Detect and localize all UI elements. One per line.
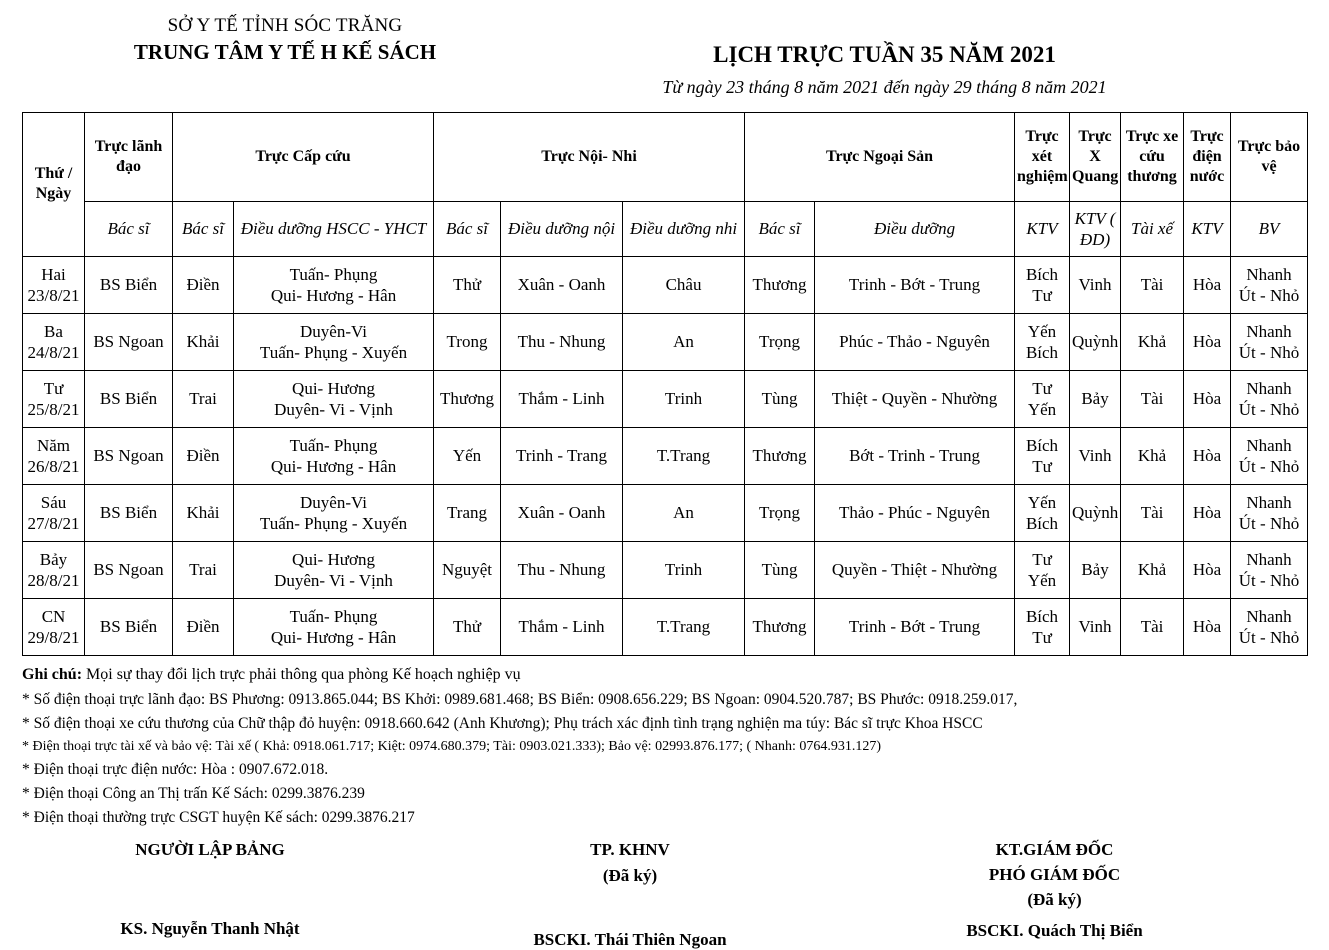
cell-surgery-nurse: Bớt - Trinh - Trung: [815, 427, 1015, 484]
schedule-table-wrapper: [0, 98, 1329, 656]
subheader-lab-tech: KTV: [1015, 201, 1070, 256]
cell-internal-nurse: Xuân - Oanh: [501, 484, 623, 541]
signature-director-role-2: PHÓ GIÁM ĐỐC: [988, 864, 1121, 884]
date-range-subtitle: Từ ngày 23 tháng 8 năm 2021 đến ngày 29 tháng 8 năm 2021: [662, 76, 1107, 97]
subheader-emergency-doctor: Bác sĩ: [173, 201, 234, 256]
cell-security-staff: Nhanh Út - Nhỏ: [1231, 541, 1308, 598]
notes-section: [0, 656, 1329, 830]
cell-utilities-tech: Hòa: [1184, 313, 1231, 370]
cell-driver: Tài: [1121, 256, 1184, 313]
subheader-surgery-nurse: Điều dưỡng: [815, 201, 1015, 256]
cell-security-staff: Nhanh Út - Nhỏ: [1231, 484, 1308, 541]
header-day: Thứ / Ngày: [23, 112, 85, 256]
table-header-row-main: [23, 112, 1308, 201]
title-block: [560, 14, 1329, 98]
signature-director-signed: (Đã ký): [1027, 890, 1082, 910]
cell-xray-tech: Vinh: [1070, 598, 1121, 655]
subheader-internal-nurse: Điều dưỡng nội: [501, 201, 623, 256]
header-security: Trực bảo vệ: [1231, 112, 1308, 201]
cell-utilities-tech: Hòa: [1184, 541, 1231, 598]
cell-emergency-nurse: Qui- Hương Duyên- Vi - Vịnh: [234, 541, 434, 598]
cell-utilities-tech: Hòa: [1184, 598, 1231, 655]
note-line: * Điện thoại Công an Thị trấn Kế Sách: 0299.3876.239: [22, 784, 365, 802]
note-line: * Số điện thoại trực lãnh đạo: BS Phương: 0913.865.044; BS Khởi: 0989.681.468; BS Biển: 0908.656.229; BS Ngoan: 0904.520.787; BS Phước: 0918.259.017,: [22, 690, 1018, 708]
cell-security-staff: Nhanh Út - Nhỏ: [1231, 598, 1308, 655]
cell-leadership-doctor: BS Biển: [85, 598, 173, 655]
cell-surgery-doctor: Tùng: [745, 370, 815, 427]
cell-security-staff: Nhanh Út - Nhỏ: [1231, 256, 1308, 313]
table-row: [23, 256, 1308, 313]
cell-internal-doctor: Thử: [434, 256, 501, 313]
cell-xray-tech: Vinh: [1070, 256, 1121, 313]
cell-internal-doctor: Nguyệt: [434, 541, 501, 598]
cell-emergency-nurse: Tuấn- Phụng Qui- Hương - Hân: [234, 427, 434, 484]
cell-day: Ba 24/8/21: [23, 313, 85, 370]
cell-emergency-nurse: Tuấn- Phụng Qui- Hương - Hân: [234, 256, 434, 313]
header-utilities: Trực điện nước: [1184, 112, 1231, 201]
signature-department-head-signed: (Đã ký): [602, 865, 658, 885]
signature-department-head-role: TP. KHNV: [590, 839, 670, 859]
cell-surgery-nurse: Trinh - Bớt - Trung: [815, 598, 1015, 655]
cell-emergency-doctor: Khải: [173, 313, 234, 370]
cell-driver: Tài: [1121, 370, 1184, 427]
cell-internal-nurse: Xuân - Oanh: [501, 256, 623, 313]
signature-preparer-name: KS. Nguyễn Thanh Nhật: [120, 918, 300, 938]
subheader-security-staff: BV: [1231, 201, 1308, 256]
page-title: LỊCH TRỰC TUẦN 35 NĂM 2021: [713, 42, 1056, 67]
cell-internal-doctor: Thương: [434, 370, 501, 427]
header-xray: Trực X Quang: [1070, 112, 1121, 201]
cell-day: Hai 23/8/21: [23, 256, 85, 313]
cell-surgery-nurse: Phúc - Thảo - Nguyên: [815, 313, 1015, 370]
cell-emergency-nurse: Tuấn- Phụng Qui- Hương - Hân: [234, 598, 434, 655]
cell-emergency-doctor: Khải: [173, 484, 234, 541]
cell-pediatric-nurse: Trinh: [623, 541, 745, 598]
cell-surgery-doctor: Thương: [745, 598, 815, 655]
table-row: [23, 370, 1308, 427]
cell-surgery-doctor: Trọng: [745, 484, 815, 541]
cell-internal-doctor: Trang: [434, 484, 501, 541]
cell-surgery-nurse: Thiệt - Quyền - Nhường: [815, 370, 1015, 427]
cell-day: Năm 26/8/21: [23, 427, 85, 484]
cell-emergency-doctor: Trai: [173, 370, 234, 427]
cell-surgery-doctor: Trọng: [745, 313, 815, 370]
table-row: [23, 541, 1308, 598]
cell-xray-tech: Vinh: [1070, 427, 1121, 484]
subheader-utilities-tech: KTV: [1184, 201, 1231, 256]
cell-lab-tech: Tư Yến: [1015, 541, 1070, 598]
cell-leadership-doctor: BS Biển: [85, 256, 173, 313]
cell-emergency-nurse: Duyên-Vi Tuấn- Phụng - Xuyến: [234, 313, 434, 370]
cell-lab-tech: Bích Tư: [1015, 598, 1070, 655]
table-header: [23, 112, 1308, 256]
cell-utilities-tech: Hòa: [1184, 370, 1231, 427]
cell-driver: Tài: [1121, 598, 1184, 655]
signature-director-role-1: KT.GIÁM ĐỐC: [995, 839, 1114, 859]
table-header-row-sub: [23, 201, 1308, 256]
cell-xray-tech: Quỳnh: [1070, 484, 1121, 541]
cell-internal-nurse: Thu - Nhung: [501, 541, 623, 598]
duty-schedule-table: [22, 112, 1308, 656]
cell-security-staff: Nhanh Út - Nhỏ: [1231, 370, 1308, 427]
cell-emergency-doctor: Điền: [173, 427, 234, 484]
cell-surgery-doctor: Tùng: [745, 541, 815, 598]
subheader-xray-tech: KTV ( ĐD): [1070, 201, 1121, 256]
cell-driver: Khả: [1121, 427, 1184, 484]
cell-surgery-doctor: Thương: [745, 427, 815, 484]
cell-leadership-doctor: BS Biển: [85, 370, 173, 427]
header-leadership: Trực lãnh đạo: [85, 112, 173, 201]
cell-internal-doctor: Yến: [434, 427, 501, 484]
subheader-emergency-nurse: Điều dưỡng HSCC - YHCT: [234, 201, 434, 256]
signature-director-name: BSCKI. Quách Thị Biển: [966, 920, 1143, 940]
cell-pediatric-nurse: An: [623, 484, 745, 541]
table-body: [23, 256, 1308, 655]
cell-driver: Khả: [1121, 313, 1184, 370]
cell-security-staff: Nhanh Út - Nhỏ: [1231, 313, 1308, 370]
cell-surgery-doctor: Thương: [745, 256, 815, 313]
signature-preparer-role: NGƯỜI LẬP BẢNG: [135, 839, 285, 859]
cell-driver: Tài: [1121, 484, 1184, 541]
cell-internal-nurse: Thắm - Linh: [501, 370, 623, 427]
cell-internal-doctor: Thử: [434, 598, 501, 655]
cell-day: CN 29/8/21: [23, 598, 85, 655]
signature-director: [840, 838, 1329, 950]
cell-lab-tech: Bích Tư: [1015, 256, 1070, 313]
cell-pediatric-nurse: T.Trang: [623, 427, 745, 484]
cell-leadership-doctor: BS Ngoan: [85, 541, 173, 598]
cell-emergency-nurse: Duyên-Vi Tuấn- Phụng - Xuyến: [234, 484, 434, 541]
cell-day: Tư 25/8/21: [23, 370, 85, 427]
note-line: * Điện thoại thường trực CSGT huyện Kế sách: 0299.3876.217: [22, 808, 415, 826]
cell-surgery-nurse: Thảo - Phúc - Nguyên: [815, 484, 1015, 541]
table-row: [23, 484, 1308, 541]
cell-lab-tech: Yến Bích: [1015, 484, 1070, 541]
cell-security-staff: Nhanh Út - Nhỏ: [1231, 427, 1308, 484]
cell-emergency-doctor: Điền: [173, 598, 234, 655]
organization-name: TRUNG TÂM Y TẾ H KẾ SÁCH: [133, 39, 437, 64]
signature-preparer: [0, 838, 420, 950]
table-row: [23, 598, 1308, 655]
cell-leadership-doctor: BS Biển: [85, 484, 173, 541]
cell-driver: Khả: [1121, 541, 1184, 598]
note-line: * Số điện thoại xe cứu thương của Chữ thập đỏ huyện: 0918.660.642 (Anh Khương); Phụ trách xác định tình trạng nghiện ma túy: Bác sĩ trực Khoa HSCC: [22, 714, 983, 732]
cell-utilities-tech: Hòa: [1184, 256, 1231, 313]
cell-lab-tech: Yến Bích: [1015, 313, 1070, 370]
cell-day: Bảy 28/8/21: [23, 541, 85, 598]
organization-block: [0, 14, 560, 66]
subheader-pediatric-nurse: Điều dưỡng nhi: [623, 201, 745, 256]
cell-pediatric-nurse: Trinh: [623, 370, 745, 427]
cell-surgery-nurse: Trinh - Bớt - Trung: [815, 256, 1015, 313]
cell-utilities-tech: Hòa: [1184, 427, 1231, 484]
cell-emergency-nurse: Qui- Hương Duyên- Vi - Vịnh: [234, 370, 434, 427]
table-row: [23, 313, 1308, 370]
cell-lab-tech: Bích Tư: [1015, 427, 1070, 484]
note-lines: [22, 688, 1329, 830]
cell-emergency-doctor: Trai: [173, 541, 234, 598]
cell-pediatric-nurse: T.Trang: [623, 598, 745, 655]
cell-pediatric-nurse: An: [623, 313, 745, 370]
signature-department-head: [420, 838, 840, 950]
header-internal-pediatrics: Trực Nội- Nhi: [434, 112, 745, 201]
note-line: * Điện thoại trực tài xế và bảo vệ: Tài xế ( Khả: 0918.061.717; Kiệt: 0974.680.379; Tài: 0903.021.333); Bảo vệ: 02993.876.177; ( Nhanh: 0764.931.127): [22, 738, 881, 754]
header-emergency: Trực Cấp cứu: [173, 112, 434, 201]
subheader-internal-doctor: Bác sĩ: [434, 201, 501, 256]
subheader-surgery-doctor: Bác sĩ: [745, 201, 815, 256]
note-main: [22, 666, 1329, 688]
cell-leadership-doctor: BS Ngoan: [85, 427, 173, 484]
cell-pediatric-nurse: Châu: [623, 256, 745, 313]
signature-section: [0, 830, 1329, 950]
header-lab: Trực xét nghiệm: [1015, 112, 1070, 201]
header-ambulance: Trực xe cứu thương: [1121, 112, 1184, 201]
cell-leadership-doctor: BS Ngoan: [85, 313, 173, 370]
cell-xray-tech: Bảy: [1070, 370, 1121, 427]
cell-internal-nurse: Trinh - Trang: [501, 427, 623, 484]
parent-organization: SỞ Y TẾ TỈNH SÓC TRĂNG: [167, 15, 403, 36]
note-line: * Điện thoại trực điện nước: Hòa : 0907.672.018.: [22, 760, 329, 778]
cell-day: Sáu 27/8/21: [23, 484, 85, 541]
subheader-leadership-doctor: Bác sĩ: [85, 201, 173, 256]
cell-utilities-tech: Hòa: [1184, 484, 1231, 541]
cell-emergency-doctor: Điền: [173, 256, 234, 313]
cell-xray-tech: Bảy: [1070, 541, 1121, 598]
cell-internal-nurse: Thu - Nhung: [501, 313, 623, 370]
header-surgery-obstetrics: Trực Ngoại Sản: [745, 112, 1015, 201]
note-label: Ghi chú:: [22, 665, 83, 683]
cell-surgery-nurse: Quyền - Thiệt - Nhường: [815, 541, 1015, 598]
cell-internal-nurse: Thắm - Linh: [501, 598, 623, 655]
table-row: [23, 427, 1308, 484]
signature-department-head-name: BSCKI. Thái Thiên Ngoan: [533, 930, 727, 950]
cell-xray-tech: Quỳnh: [1070, 313, 1121, 370]
cell-internal-doctor: Trong: [434, 313, 501, 370]
document-header: [0, 0, 1329, 98]
subheader-driver: Tài xế: [1121, 201, 1184, 256]
cell-lab-tech: Tư Yến: [1015, 370, 1070, 427]
note-main-text: Mọi sự thay đổi lịch trực phải thông qua phòng Kế hoạch nghiệp vụ: [82, 665, 521, 683]
